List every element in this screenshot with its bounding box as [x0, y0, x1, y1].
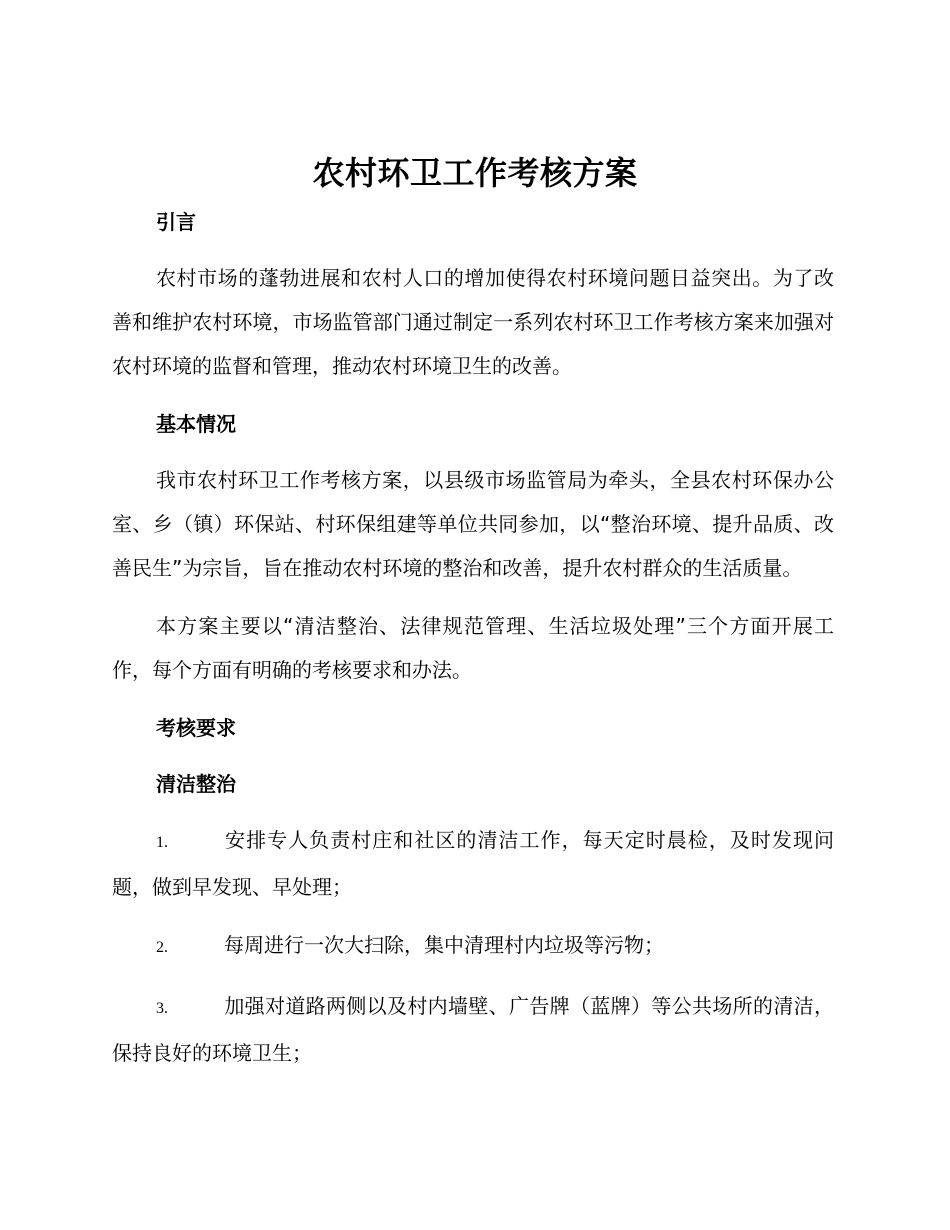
- document-body: [112, 200, 834, 1089]
- list-item-text: 安排专人负责村庄和社区的清洁工作，每天定时晨检，及时发现问题，做到早发现、早处理；: [112, 828, 834, 899]
- section-heading-basic: 基本情况: [156, 412, 236, 436]
- section-heading-requirements: 考核要求: [156, 716, 236, 740]
- section-heading-cleaning: 清洁整治: [156, 772, 236, 796]
- basic-paragraph-2: 本方案主要以“清洁整治、法律规范管理、生活垃圾处理”三个方面开展工作，每个方面有明确的考核要求和办法。: [112, 614, 834, 682]
- document-title: 农村环卫工作考核方案: [312, 154, 638, 192]
- list-item: [112, 984, 834, 1075]
- list-item-text: 每周进行一次大扫除，集中清理村内垃圾等污物；: [224, 933, 664, 957]
- intro-paragraph: 农村市场的蓬勃进展和农村人口的增加使得农村环境问题日益突出。为了改善和维护农村环境，市场监管部门通过制定一系列农村环卫工作考核方案来加强对农村环境的监督和管理，推动农村环境卫生的改善。: [112, 266, 834, 378]
- list-item-text: 加强对道路两侧以及村内墙壁、广告牌（蓝牌）等公共场所的清洁，保持良好的环境卫生；: [112, 994, 834, 1065]
- list-item: [112, 818, 834, 909]
- list-item-number: 2.: [156, 939, 168, 956]
- basic-paragraph-1: 我市农村环卫工作考核方案，以县级市场监管局为牵头，全县农村环保办公室、乡（镇）环保站、村环保组建等单位共同参加，以“整治环境、提升品质、改善民生”为宗旨，旨在推动农村环境的整治和改善，提升农村群众的生活质量。: [112, 468, 834, 580]
- list-item: [112, 923, 834, 970]
- list-item-number: 1.: [156, 834, 168, 851]
- list-item-number: 3.: [156, 1000, 168, 1017]
- section-heading-intro: 引言: [156, 210, 196, 234]
